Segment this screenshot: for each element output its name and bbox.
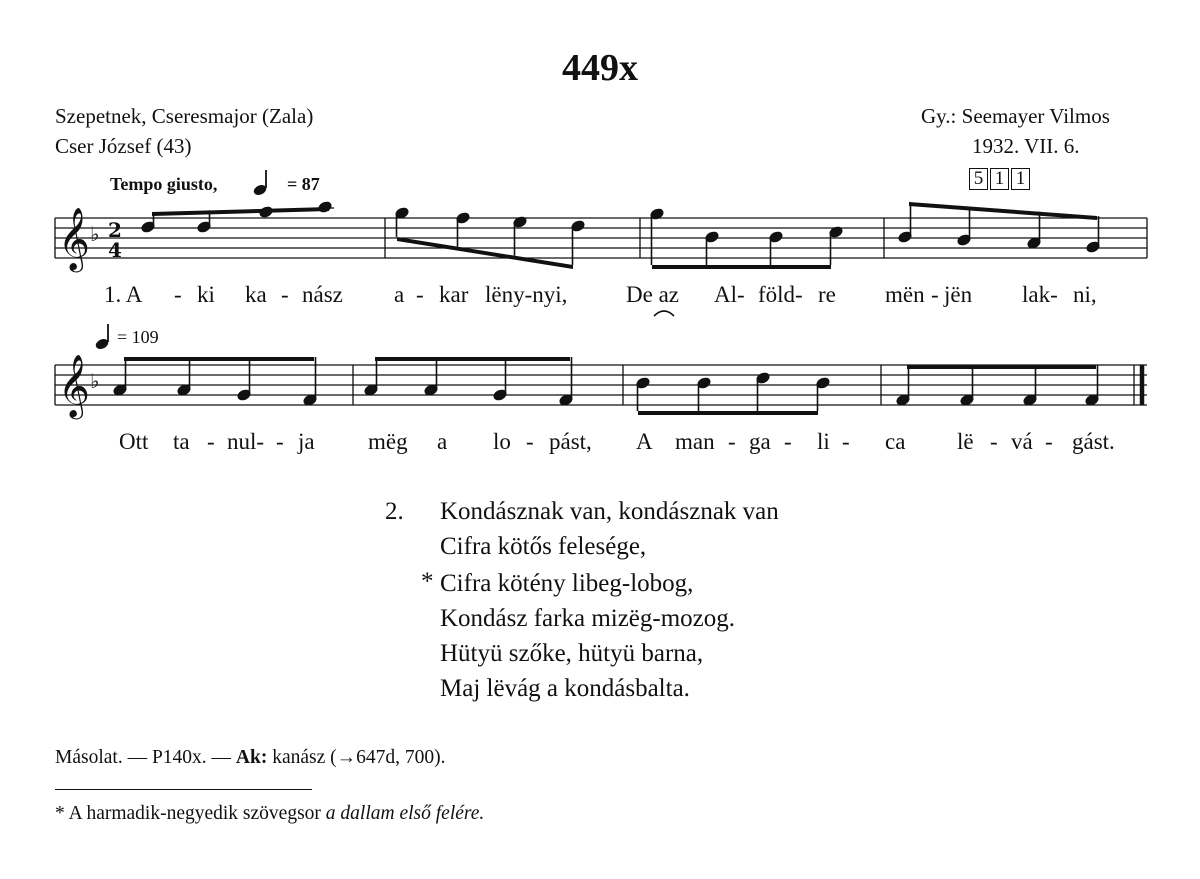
flat-key-signature-icon: ♭ (90, 222, 100, 246)
time-signature-top: 2 (108, 218, 122, 242)
lyric-syllable: De az (626, 282, 679, 307)
quarter-note-icon (94, 324, 110, 351)
verse-number: 2. (385, 498, 404, 525)
verse-line: Hütyü szőke, hütyü barna, (440, 640, 704, 667)
footnote-mark: * (55, 803, 65, 824)
lyric-hyphen: - (276, 429, 284, 454)
lyric-syllable: nász (302, 282, 343, 307)
note-beam (124, 357, 314, 361)
lyric-syllable: ga (749, 429, 771, 454)
note-beam (397, 237, 573, 269)
source-note (55, 747, 446, 769)
lyric-syllable: ja (298, 429, 315, 454)
form-code-digit: 1 (990, 168, 1009, 190)
lyric-syllable: ca (885, 429, 906, 454)
lyric-syllable: lëny-nyi, (485, 282, 568, 307)
location-text: Szepetnek, Cseresmajor (Zala) (55, 104, 314, 128)
note-beam (909, 202, 1097, 220)
lyric-hyphen: - (784, 429, 792, 454)
source-prefix: Másolat. — P140x. — (55, 747, 236, 768)
lyric-hyphen: - (207, 429, 215, 454)
lyric-syllable: Ott (119, 429, 149, 454)
lyric-syllable: jën (944, 282, 973, 307)
time-signature-bottom: 4 (108, 238, 122, 262)
quarter-note-icon (252, 170, 268, 197)
lyric-hyphen: - (416, 282, 424, 307)
footnote-text: A harmadik-negyedik szövegsor (68, 803, 326, 824)
lyric-hyphen: - (281, 282, 289, 307)
lyric-hyphen: - (931, 282, 939, 307)
footnote-divider (55, 789, 312, 790)
tempo-bpm-first: = 87 (287, 174, 320, 194)
footnote (55, 803, 484, 825)
note-beam (375, 357, 570, 361)
date-text: 1932. VII. 6. (972, 134, 1080, 158)
lyric-syllable: nul- (227, 429, 265, 454)
lyric-hyphen: - (526, 429, 534, 454)
lyric-syllable: ka (245, 282, 267, 307)
lyric-hyphen: - (990, 429, 998, 454)
staff-2 (55, 365, 1147, 405)
lyric-syllable: föld- (758, 282, 803, 307)
lyric-syllable: lak- (1022, 282, 1058, 307)
note-beam (907, 365, 1096, 369)
lyric-syllable: Al- (714, 282, 745, 307)
lyric-syllable: ta (173, 429, 190, 454)
form-code-digit: 1 (1011, 168, 1030, 190)
lyric-syllable: lo (493, 429, 511, 454)
ak-value: kanász (→647d, 700). (267, 747, 446, 768)
verse-asterisk: * (421, 568, 434, 595)
staff-1 (55, 218, 1147, 258)
lyric-syllable: li (817, 429, 830, 454)
lyric-syllable: vá (1011, 429, 1033, 454)
lyric-syllable: mën (885, 282, 925, 307)
lyric-syllable: ni, (1073, 282, 1097, 307)
treble-clef-icon: 𝄞 (58, 354, 90, 417)
lyric-hyphen: - (174, 282, 182, 307)
lyric-syllable: ki (197, 282, 215, 307)
note-beam (638, 411, 818, 415)
lyric-syllable: a (394, 282, 405, 307)
elision-tie-icon (652, 306, 676, 318)
verse-line: Maj lëvág a kondásbalta. (440, 675, 690, 702)
ak-label: Ak: (235, 747, 268, 768)
tempo-marking: Tempo giusto, (110, 174, 218, 194)
lyric-syllable: pást, (549, 429, 592, 454)
note-beam (152, 207, 329, 216)
lyric-hyphen: - (1045, 429, 1053, 454)
singer-text: Cser József (43) (55, 134, 192, 158)
verse-line: Kondásznak van, kondásznak van (440, 498, 779, 525)
song-number-title: 449x (562, 47, 638, 89)
treble-clef-icon: 𝄞 (58, 207, 90, 270)
note-beam (652, 265, 831, 269)
lyric-syllable: A (636, 429, 653, 454)
lyric-syllable: man (675, 429, 715, 454)
lyric-syllable: gást. (1072, 429, 1115, 454)
lyric-syllable: mëg (368, 429, 408, 454)
flat-key-signature-icon: ♭ (90, 369, 100, 393)
lyric-syllable: 1. A (104, 282, 143, 307)
verse-line: Kondász farka mizëg-mozog. (440, 605, 736, 632)
collector-text: Gy.: Seemayer Vilmos (921, 104, 1110, 128)
form-code-digit: 5 (969, 168, 988, 190)
verse-line: Cifra kötény libeg-lobog, (440, 570, 694, 597)
tempo-bpm-second: = 109 (117, 327, 159, 347)
verse-line: Cifra kötős felesége, (440, 533, 647, 560)
lyric-syllable: re (818, 282, 836, 307)
lyric-syllable: lë (957, 429, 974, 454)
lyric-syllable: kar (439, 282, 469, 307)
lyric-syllable: a (437, 429, 448, 454)
footnote-italic: a dallam első felére. (325, 803, 485, 824)
lyric-hyphen: - (842, 429, 850, 454)
lyric-hyphen: - (728, 429, 736, 454)
